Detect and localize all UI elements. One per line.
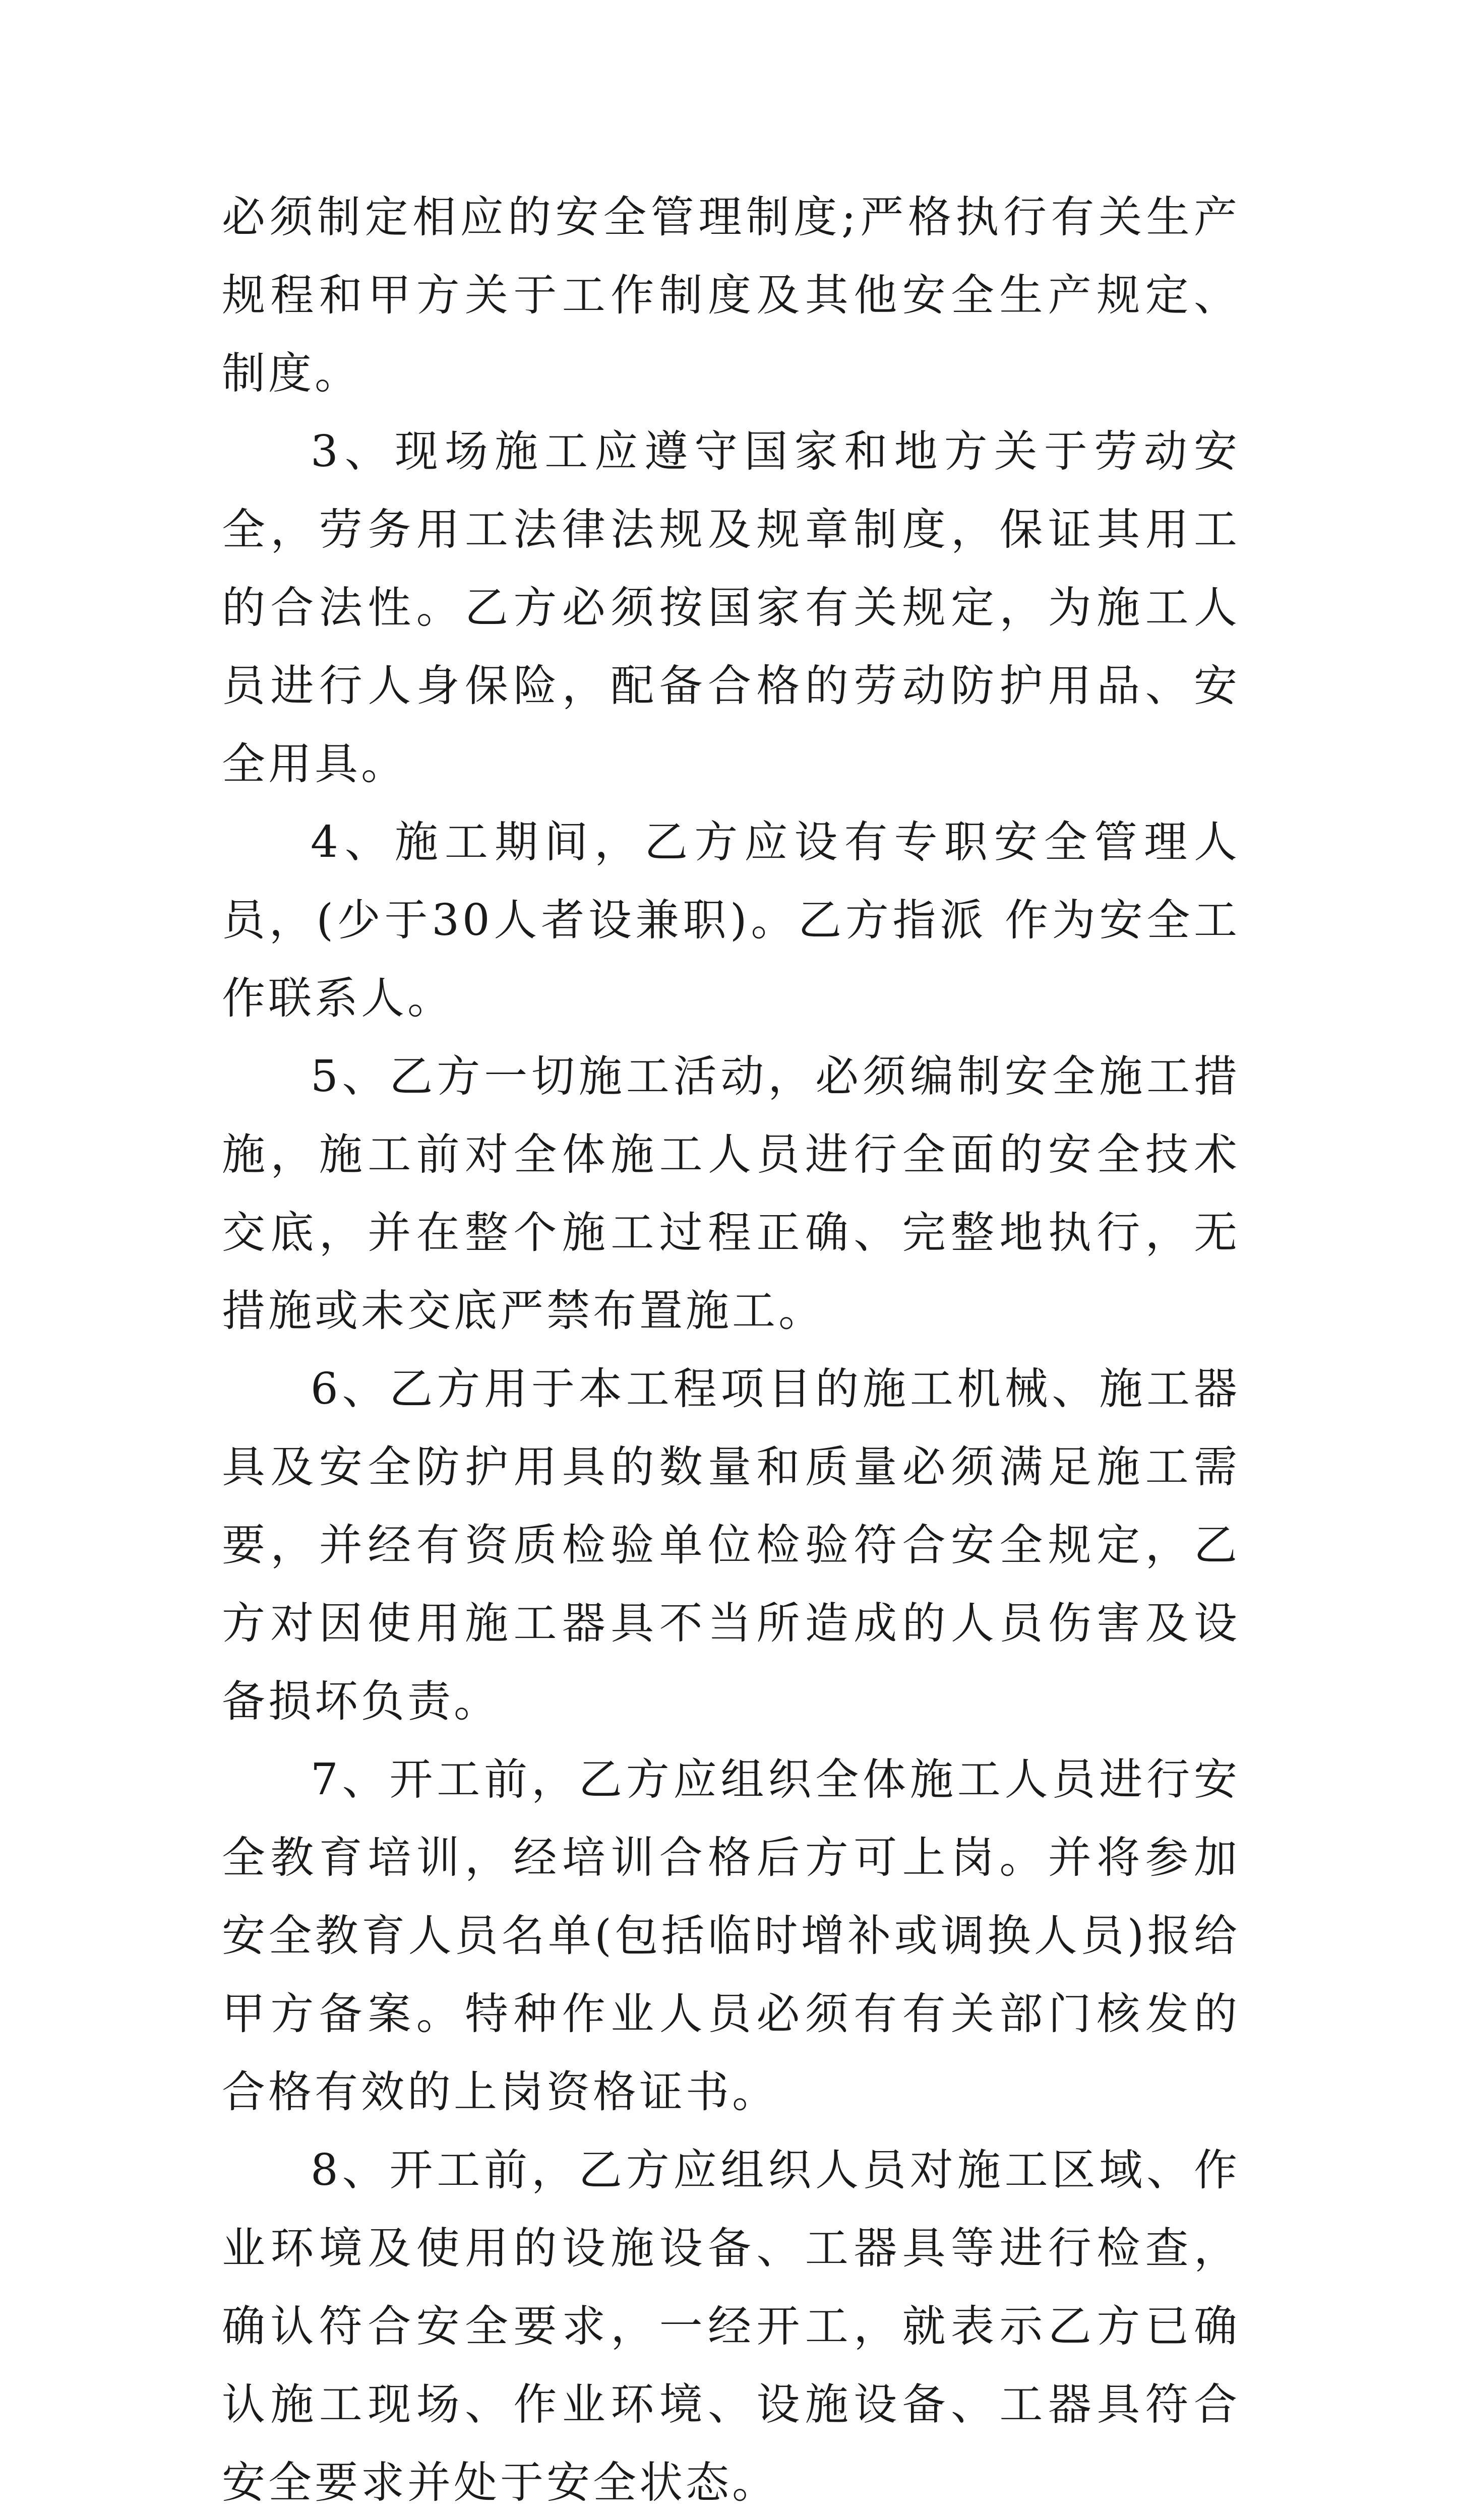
paragraph-7: 8、开工前，乙方应组织人员对施工区域、作业环境及使用的设施设备、工器具等进行检查，确认符合安全要求，一经开工，就表示乙方已确认施工现场、作业环境、设施设备、工器具符合安全要求并处于安全状态。 <box>222 2145 1240 2508</box>
paragraph-4: 5、乙方一切施工活动，必须编制安全施工措施，施工前对全体施工人员进行全面的安全技术交底，并在整个施工过程正确、完整地执行，无措施或未交底严禁布置施工。 <box>222 1051 1240 1336</box>
paragraph-2: 3、现场施工应遵守国家和地方关于劳动安全，劳务用工法律法规及规章制度，保证其用工的合法性。乙方必须按国家有关规定，为施工人员进行人身保险，配备合格的劳动防护用品、安全用具。 <box>222 426 1240 789</box>
paragraph-6: 7、开工前，乙方应组织全体施工人员进行安全教育培训，经培训合格后方可上岗。并将参加安全教育人员名单(包括临时增补或调换人员)报给甲方备案。特种作业人员必须有有关部门核发的合格有效的上岗资格证书。 <box>222 1754 1240 2117</box>
paragraph-1: 必须制定相应的安全管理制度;严格执行有关生产规程和甲方关于工作制度及其他安全生产规定、制度。 <box>222 192 1240 399</box>
paragraph-3: 4、施工期间，乙方应设有专职安全管理人员，(少于30人者设兼职)。乙方指派 作为安全工作联系人。 <box>222 817 1240 1024</box>
document-body <box>222 178 1240 2520</box>
paragraph-5: 6、乙方用于本工程项目的施工机械、施工器具及安全防护用具的数量和质量必须满足施工需要，并经有资质检验单位检验符合安全规定，乙方对因使用施工器具不当所造成的人员伤害及设备损坏负责。 <box>222 1364 1240 1727</box>
